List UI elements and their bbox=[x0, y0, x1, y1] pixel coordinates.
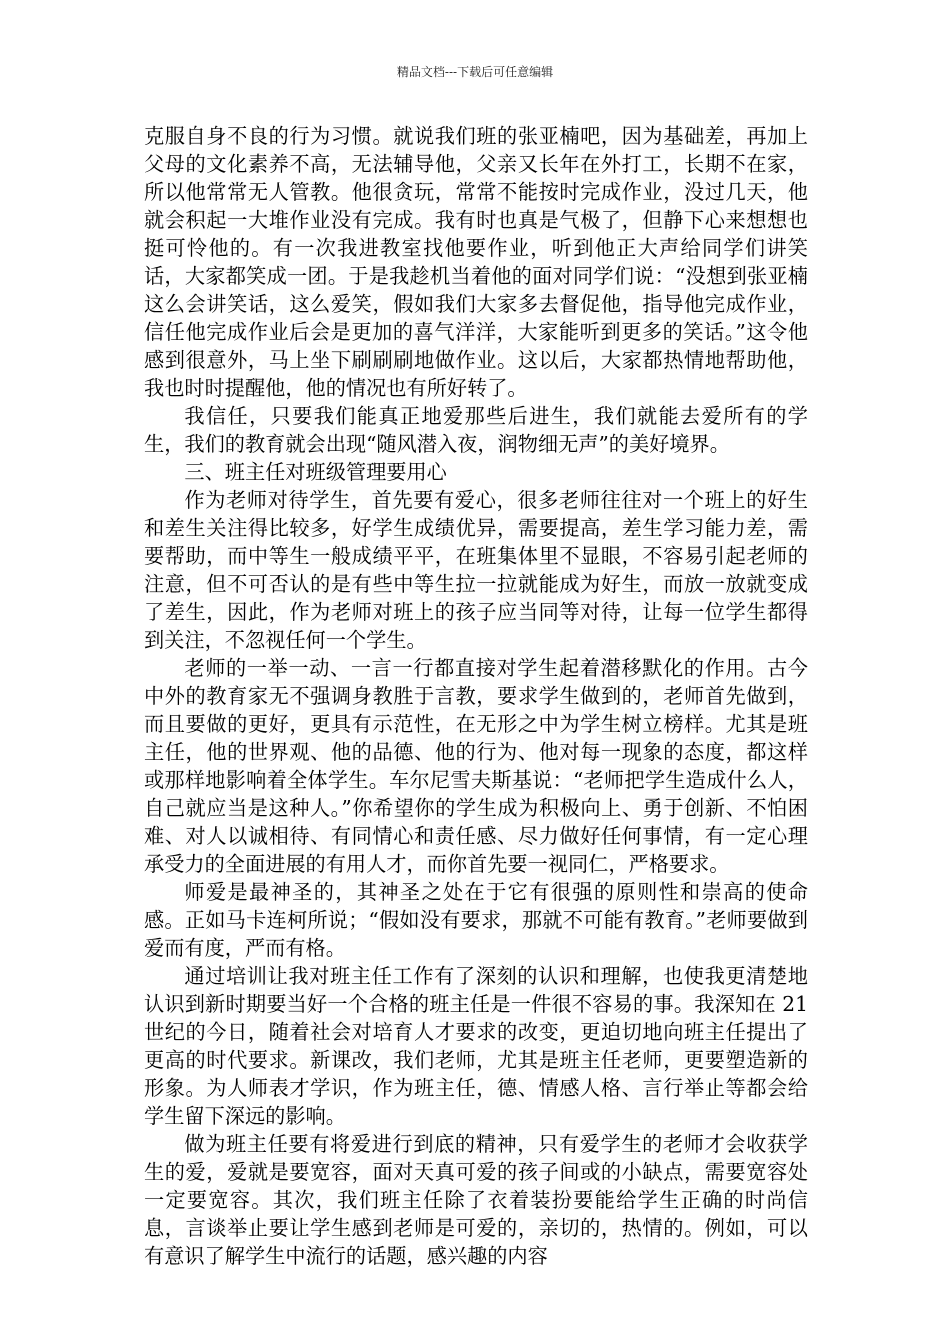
document-body bbox=[144, 122, 808, 1270]
paragraph-5: 师爱是最神圣的，其神圣之处在于它有很强的原则性和崇高的使命感。正如马卡连柯所说；“假如没有要求，那就不可能有教育。”老师要做到爱而有度，严而有格。 bbox=[144, 880, 808, 960]
paragraph-3: 作为老师对待学生，首先要有爱心，很多老师往往对一个班上的好生和差生关注得比较多，好学生成绩优异，需要提高，差生学习能力差，需要帮助，而中等生一般成绩平平，在班集体里不显眼，不容易引起老师的注意，但不可否认的是有些中等生拉一拉就能成为好生，而放一放就变成了差生，因此，作为老师对班上的孩子应当同等对待，让每一位学生都得到关注，不忽视任何一个学生。 bbox=[144, 488, 808, 652]
paragraph-6: 通过培训让我对班主任工作有了深刻的认识和理解，也使我更清楚地认识到新时期要当好一个合格的班主任是一件很不容易的事。我深知在 21 世纪的今日，随着社会对培育人才要求的改变，更迫切地向班主任提出了更高的时代要求。新课改，我们老师，尤其是班主任老师，更要塑造新的形象。为人师表才学识，作为班主任，德、情感人格、言行举止等都会给学生留下深远的影响。 bbox=[144, 964, 808, 1128]
paragraph-2: 我信任，只要我们能真正地爱那些后进生，我们就能去爱所有的学生，我们的教育就会出现“随风潜入夜，润物细无声”的美好境界。 bbox=[144, 404, 808, 456]
page-header: 精品文档---下载后可任意编辑 bbox=[396, 65, 554, 79]
paragraph-4: 老师的一举一动、一言一行都直接对学生起着潜移默化的作用。古今中外的教育家无不强调身教胜于言教，要求学生做到的，老师首先做到，而且要做的更好，更具有示范性，在无形之中为学生树立榜样。尤其是班主任，他的世界观、他的品德、他的行为、他对每一现象的态度，都这样或那样地影响着全体学生。车尔尼雪夫斯基说：“老师把学生造成什么人，自己就应当是这种人。”你希望你的学生成为积极向上、勇于创新、不怕困难、对人以诚相待、有同情心和责任感、尽力做好任何事情，有一定心理承受力的全面进展的有用人才，而你首先要一视同仁，严格要求。 bbox=[144, 656, 808, 876]
paragraph-7: 做为班主任要有将爱进行到底的精神，只有爱学生的老师才会收获学生的爱，爱就是要宽容，面对天真可爱的孩子间或的小缺点，需要宽容处一定要宽容。其次，我们班主任除了衣着装扮要能给学生正确的时尚信息，言谈举止要让学生感到老师是可爱的，亲切的，热情的。例如，可以有意识了解学生中流行的话题，感兴趣的内容 bbox=[144, 1132, 808, 1268]
paragraph-1: 克服自身不良的行为习惯。就说我们班的张亚楠吧，因为基础差，再加上父母的文化素养不高，无法辅导他，父亲又长年在外打工，长期不在家，所以他常常无人管教。他很贪玩，常常不能按时完成作业，没过几天，他就会积起一大堆作业没有完成。我有时也真是气极了，但静下心来想想也挺可怜他的。有一次我进教室找他要作业，听到他正大声给同学们讲笑话，大家都笑成一团。于是我趁机当着他的面对同学们说：“没想到张亚楠这么会讲笑话，这么爱笑，假如我们大家多去督促他，指导他完成作业，信任他完成作业后会是更加的喜气洋洋，大家能听到更多的笑话。”这令他感到很意外，马上坐下刷刷刷地做作业。这以后，大家都热情地帮助他，我也时时提醒他，他的情况也有所好转了。 bbox=[144, 124, 808, 400]
section-heading: 三、班主任对班级管理要用心 bbox=[184, 460, 447, 484]
